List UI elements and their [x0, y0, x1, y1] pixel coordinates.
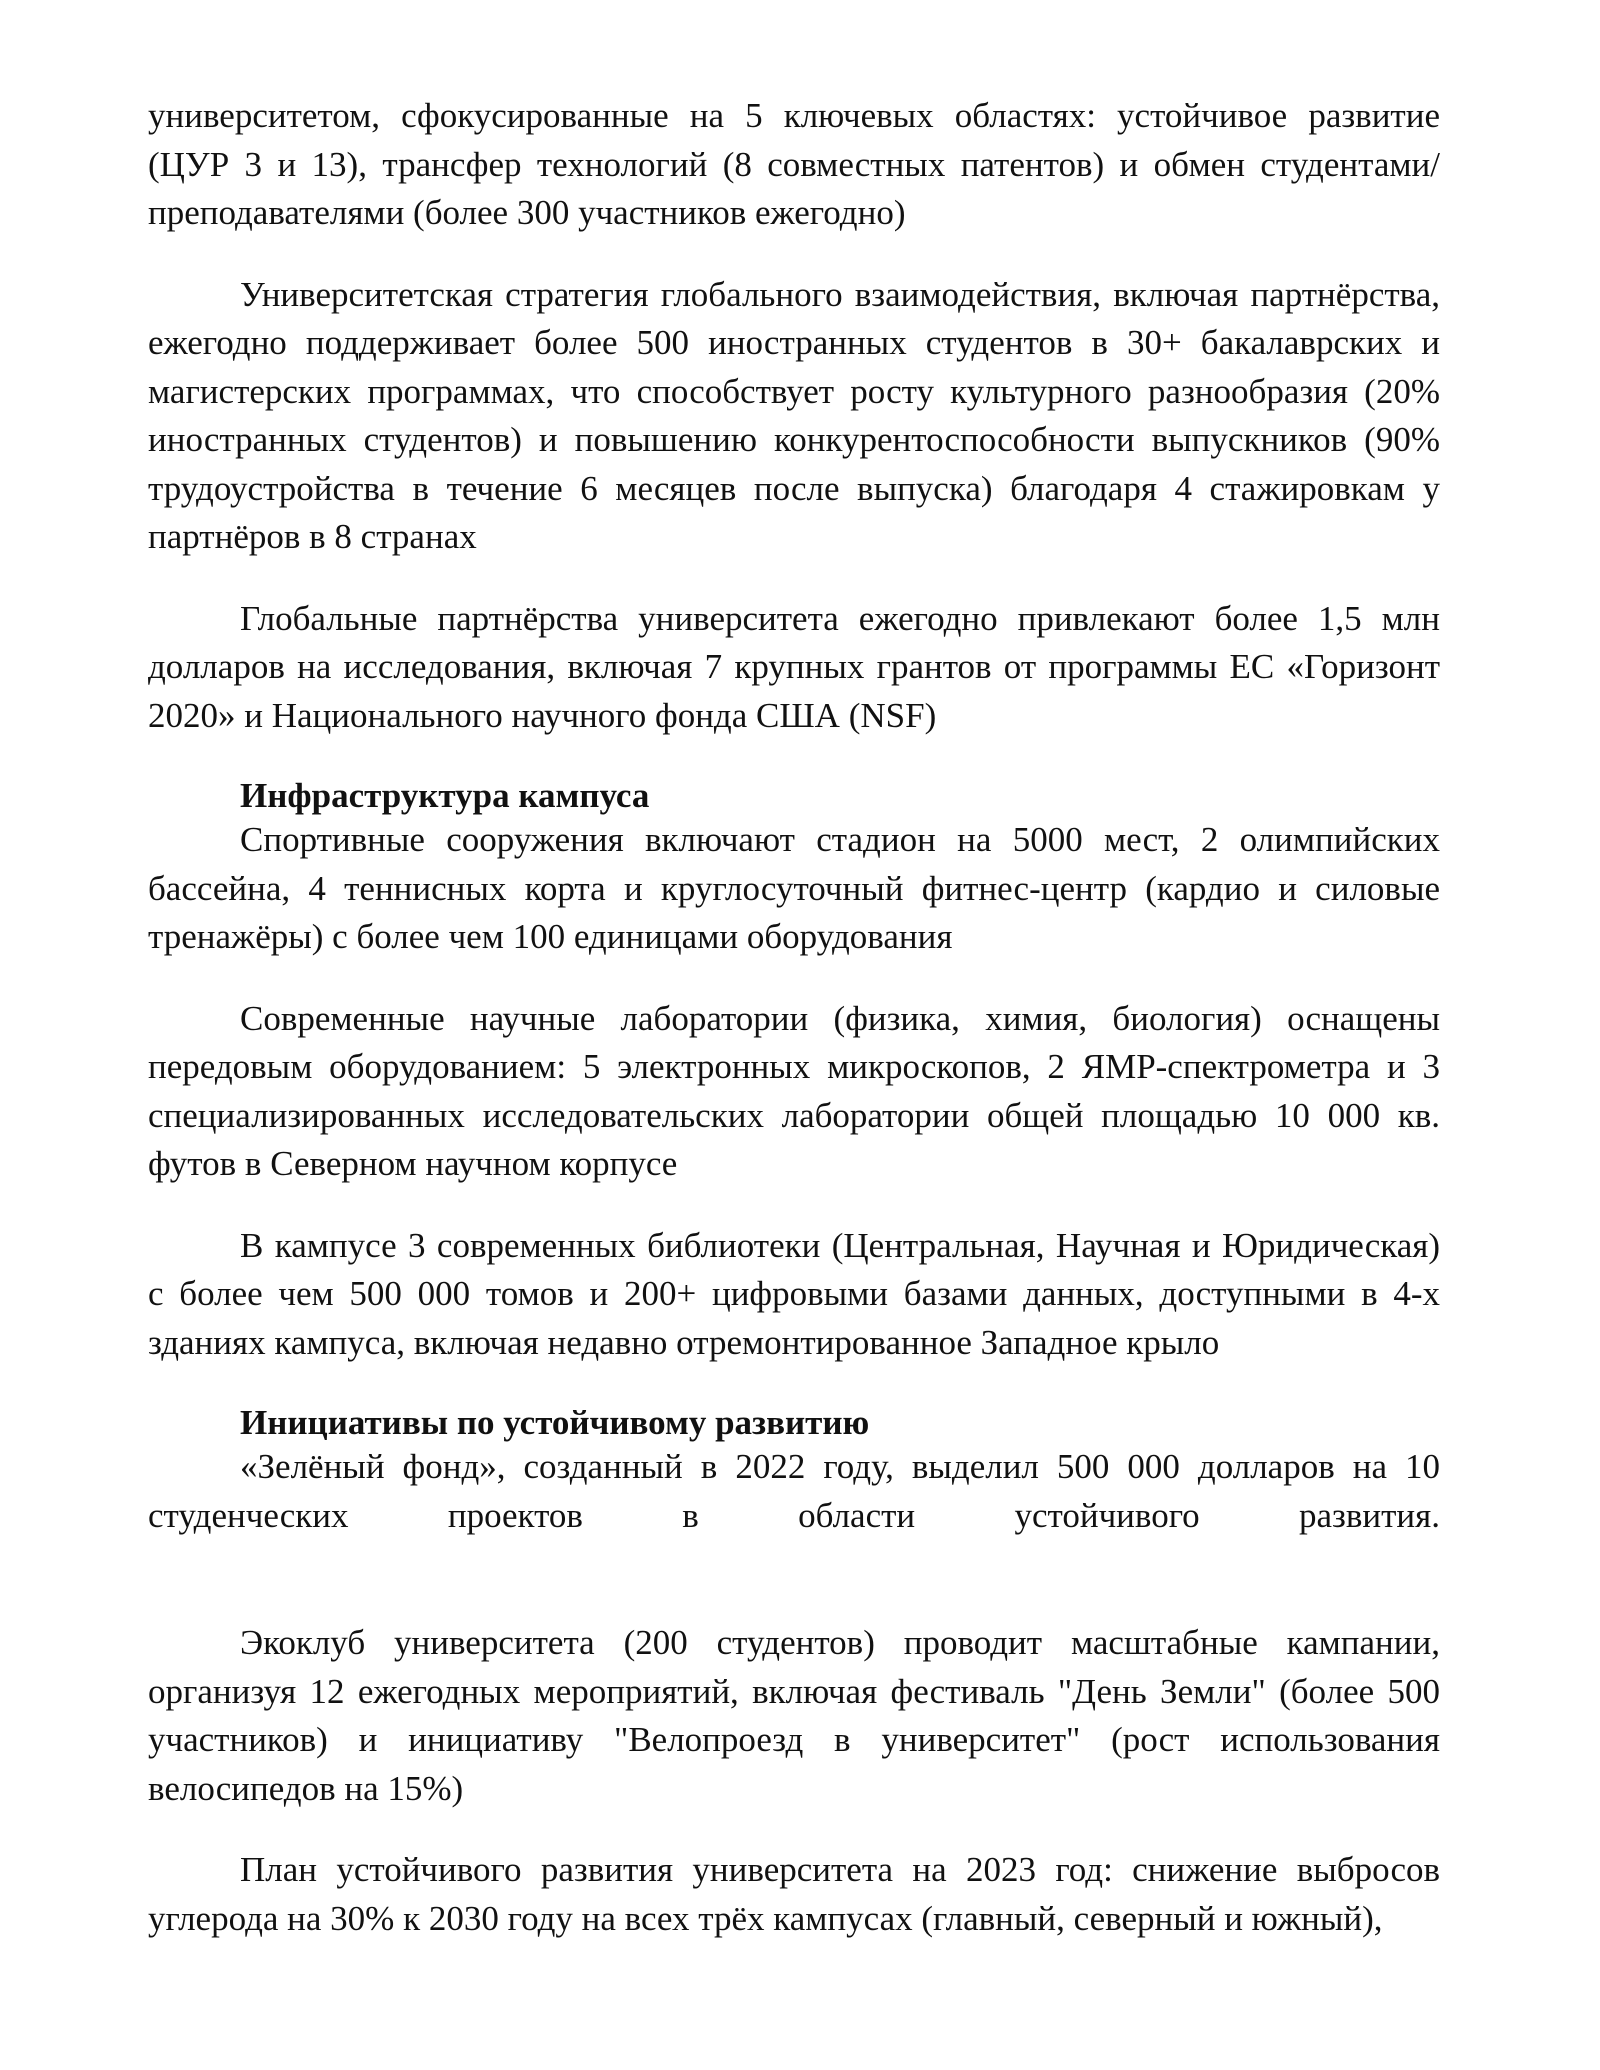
document-page	[148, 92, 1440, 1943]
paragraph-eco-club: Экоклуб университета (200 студентов) проводит масштабные кампании, организуя 12 ежегодных мероприятий, включая фестиваль "День Земли" (более 500 участников) и инициативу "Велопроезд в университет" (рост использования велосипедов на 15%)	[148, 1623, 1440, 1808]
heading-campus-infrastructure: Инфраструктура кампуса	[240, 776, 650, 815]
paragraph-partnerships-areas: университетом, сфокусированные на 5 ключевых областях: устойчивое развитие (ЦУР 3 и 13), трансфер технологий (8 совместных патентов) и обмен студентами/преподавателями (более 300 участников ежегодно)	[148, 96, 1440, 232]
paragraph-research-funding: Глобальные партнёрства университета ежегодно привлекают более 1,5 млн долларов на исследования, включая 7 крупных грантов от программы ЕС «Горизонт 2020» и Национального научного фонда США (NSF)	[148, 598, 1440, 735]
paragraph-libraries: В кампусе 3 современных библиотеки (Центральная, Научная и Юридическая) с более чем 500 000 томов и 200+ цифровыми базами данных, доступными в 4-х зданиях кампуса, включая недавно отремонтированное Западное крыло	[148, 1225, 1440, 1362]
paragraph-sports-facilities: Спортивные сооружения включают стадион на 5000 мест, 2 олимпийских бассейна, 4 теннисных корта и круглосуточный фитнес-центр (кардио и силовые тренажёры) с более чем 100 единицами оборудования	[148, 820, 1440, 956]
paragraph-science-labs: Современные научные лаборатории (физика, химия, биология) оснащены передовым оборудованием: 5 электронных микроскопов, 2 ЯМР-спектрометра и 3 специализированных исследовательских лаборатории общей площадью 10 000 кв. футов в Северном научном корпусе	[148, 998, 1440, 1183]
heading-sustainability-initiatives: Инициативы по устойчивому развитию	[240, 1403, 870, 1442]
paragraph-global-strategy: Университетская стратегия глобального взаимодействия, включая партнёрства, ежегодно поддерживает более 500 иностранных студентов в 30+ бакалаврских и магистерских программах, что способствует росту культурного разнообразия (20% иностранных студентов) и повышению конкурентоспособности выпускников (90% трудоустройства в течение 6 месяцев после выпуска) благодаря 4 стажировкам у партнёров в 8 странах	[148, 274, 1440, 556]
paragraph-sustainability-plan: План устойчивого развития университета на 2023 год: снижение выбросов углерода на 30% к 2030 году на всех трёх кампусах (главный, северный и южный),	[148, 1850, 1440, 1938]
paragraph-green-fund: «Зелёный фонд», созданный в 2022 году, выделил 500 000 долларов на 10 студенческих проектов в области устойчивого развития.	[148, 1447, 1440, 1535]
